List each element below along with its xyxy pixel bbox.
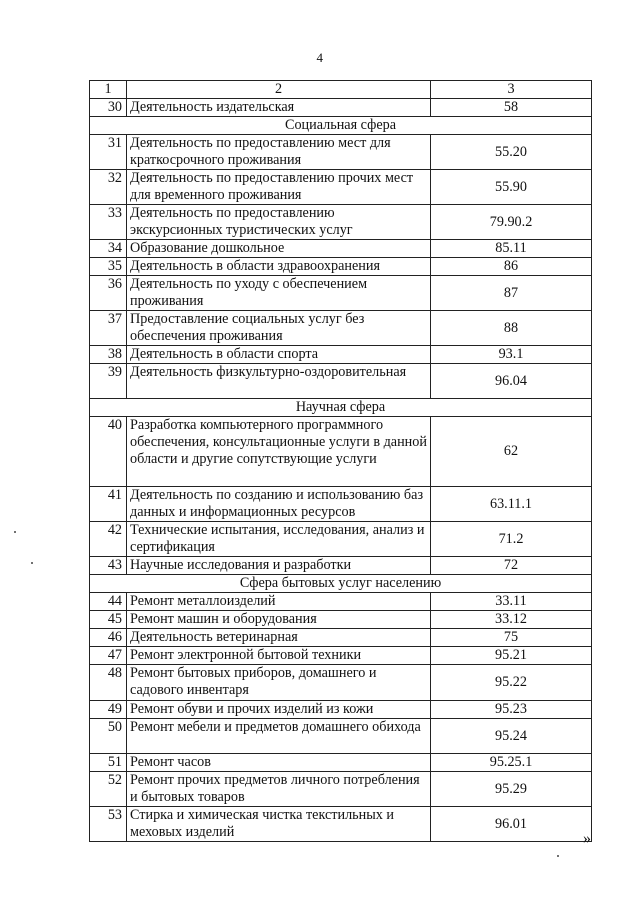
table-row [90,170,592,205]
section-header-row [90,575,592,593]
table-row [90,487,592,522]
table-row [90,629,592,647]
row-number: 48 [90,665,127,701]
row-number: 31 [90,135,127,170]
okved-code: 55.90 [431,170,592,205]
row-number: 45 [90,611,127,629]
activity-name: Ремонт мебели и предметов домашнего обихода [127,719,431,754]
activity-name: Деятельность по предоставлению мест для краткосрочного проживания [127,135,431,170]
row-number: 30 [90,99,127,117]
okved-code: 96.01 [431,807,592,842]
section-title: Социальная сфера [90,117,592,135]
okved-code: 62 [431,417,592,487]
table-row [90,772,592,807]
okved-code: 96.04 [431,364,592,399]
header-col-3: 3 [431,81,592,99]
activity-name: Предоставление социальных услуг без обеспечения проживания [127,311,431,346]
row-number: 32 [90,170,127,205]
scan-speck [14,531,16,533]
okved-code: 33.12 [431,611,592,629]
row-number: 33 [90,205,127,240]
okved-code: 75 [431,629,592,647]
activity-name: Деятельность в области здравоохранения [127,258,431,276]
activity-name: Технические испытания, исследования, анализ и сертификация [127,522,431,557]
table-row [90,701,592,719]
okved-code: 55.20 [431,135,592,170]
activity-name: Ремонт прочих предметов личного потребления и бытовых товаров [127,772,431,807]
table-header-row [90,81,592,99]
row-number: 39 [90,364,127,399]
table-row [90,311,592,346]
table-row [90,719,592,754]
okved-code: 95.23 [431,701,592,719]
table-row [90,807,592,842]
activity-table-body [90,81,592,842]
okved-code: 87 [431,276,592,311]
table-row [90,665,592,701]
activity-name: Деятельность издательская [127,99,431,117]
table-row [90,258,592,276]
row-number: 47 [90,647,127,665]
row-number: 53 [90,807,127,842]
activity-name: Образование дошкольное [127,240,431,258]
activity-name: Стирка и химическая чистка текстильных и меховых изделий [127,807,431,842]
row-number: 50 [90,719,127,754]
section-header-row [90,117,592,135]
okved-code: 58 [431,99,592,117]
row-number: 34 [90,240,127,258]
closing-quote-mark: » [583,830,591,847]
okved-code: 88 [431,311,592,346]
table-row [90,135,592,170]
okved-code: 86 [431,258,592,276]
page-number: 4 [316,50,324,65]
row-number: 51 [90,754,127,772]
table-row [90,593,592,611]
activity-table [89,80,592,842]
table-row [90,522,592,557]
activity-name: Ремонт часов [127,754,431,772]
row-number: 40 [90,417,127,487]
okved-code: 95.21 [431,647,592,665]
row-number: 46 [90,629,127,647]
scan-speck [557,855,559,857]
header-col-2: 2 [127,81,431,99]
okved-code: 93.1 [431,346,592,364]
activity-name: Деятельность по уходу с обеспечением проживания [127,276,431,311]
activity-name: Ремонт электронной бытовой техники [127,647,431,665]
row-number: 44 [90,593,127,611]
row-number: 49 [90,701,127,719]
activity-name: Деятельность по предоставлению прочих мест для временного проживания [127,170,431,205]
okved-code: 95.29 [431,772,592,807]
okved-code: 95.24 [431,719,592,754]
activity-name: Деятельность физкультурно-оздоровительная [127,364,431,399]
row-number: 52 [90,772,127,807]
activity-name: Ремонт обуви и прочих изделий из кожи [127,701,431,719]
activity-name: Деятельность по предоставлению экскурсионных туристических услуг [127,205,431,240]
activity-name: Ремонт металлоизделий [127,593,431,611]
okved-code: 95.22 [431,665,592,701]
table-row [90,205,592,240]
header-col-1: 1 [90,81,127,99]
table-row [90,276,592,311]
activity-name: Ремонт бытовых приборов, домашнего и садового инвентаря [127,665,431,701]
row-number: 38 [90,346,127,364]
row-number: 35 [90,258,127,276]
okved-code: 63.11.1 [431,487,592,522]
table-row [90,611,592,629]
table-row [90,647,592,665]
row-number: 41 [90,487,127,522]
table-row [90,557,592,575]
okved-code: 95.25.1 [431,754,592,772]
row-number: 37 [90,311,127,346]
row-number: 43 [90,557,127,575]
okved-code: 71.2 [431,522,592,557]
table-row [90,754,592,772]
section-title: Сфера бытовых услуг населению [90,575,592,593]
row-number: 42 [90,522,127,557]
table-row [90,346,592,364]
okved-code: 79.90.2 [431,205,592,240]
section-title: Научная сфера [90,399,592,417]
table-row [90,99,592,117]
activity-name: Ремонт машин и оборудования [127,611,431,629]
row-number: 36 [90,276,127,311]
okved-code: 85.11 [431,240,592,258]
activity-name: Деятельность в области спорта [127,346,431,364]
table-row [90,417,592,487]
okved-code: 72 [431,557,592,575]
activity-name: Деятельность ветеринарная [127,629,431,647]
table-row [90,364,592,399]
activity-name: Научные исследования и разработки [127,557,431,575]
okved-code: 33.11 [431,593,592,611]
scan-speck [31,562,33,564]
section-header-row [90,399,592,417]
activity-name: Разработка компьютерного программного обеспечения, консультационные услуги в данной области и другие сопутствующие услуги [127,417,431,487]
activity-name: Деятельность по созданию и использованию баз данных и информационных ресурсов [127,487,431,522]
table-row [90,240,592,258]
